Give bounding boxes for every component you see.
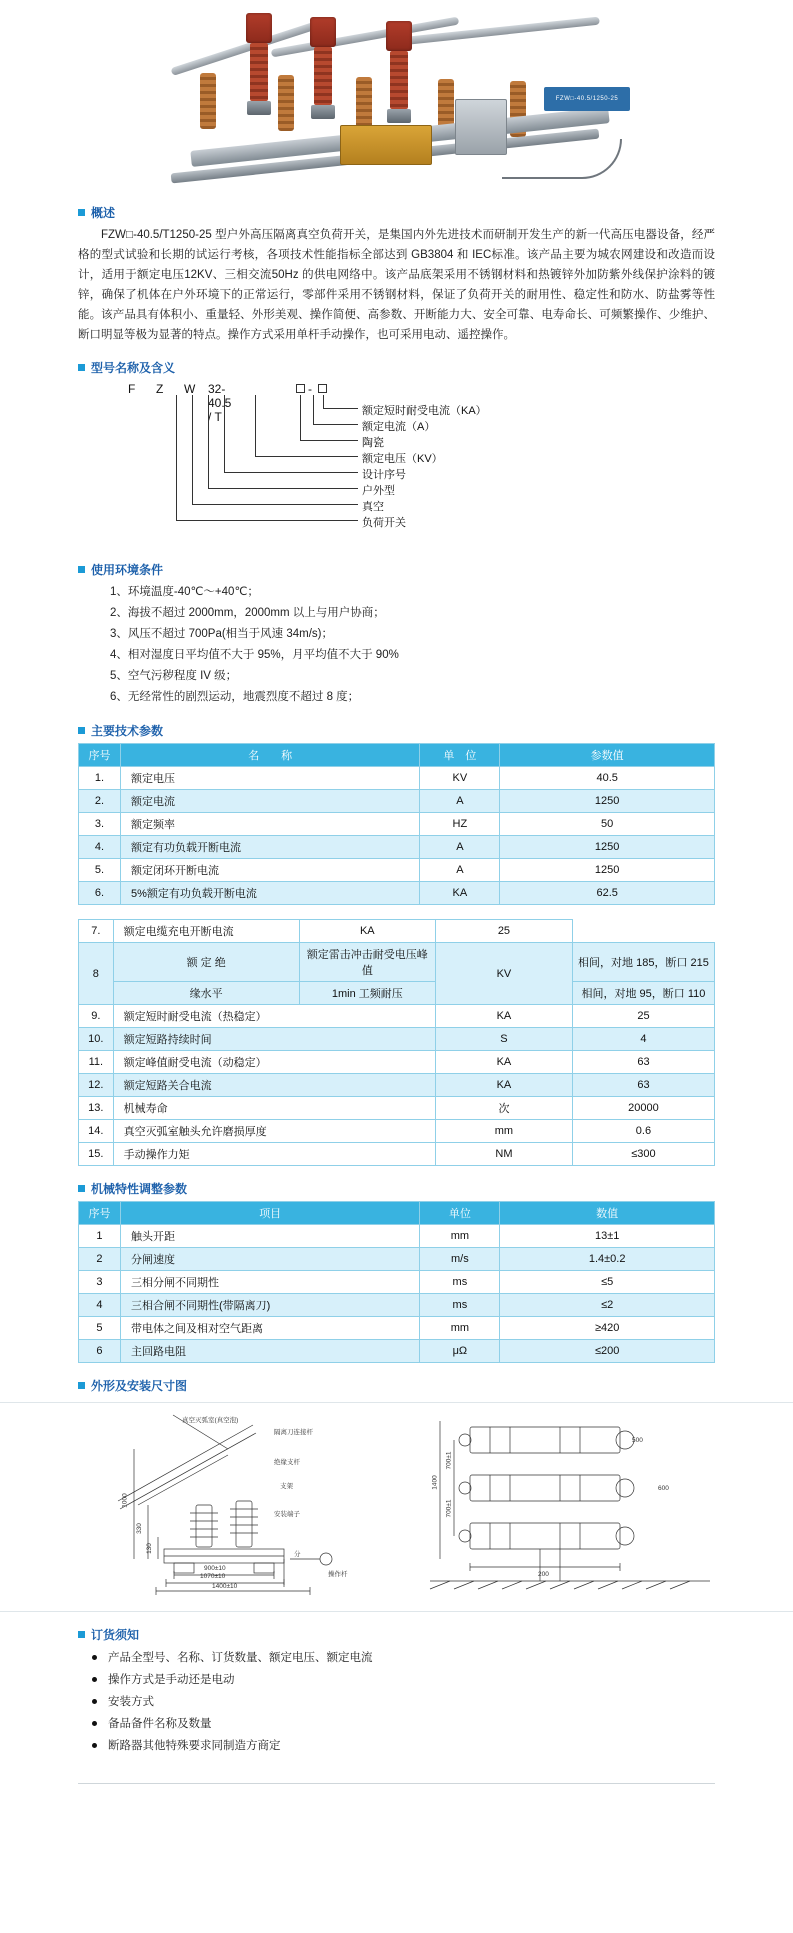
cell-value: 1250: [500, 836, 715, 859]
model-title: 型号名称及含义: [91, 361, 176, 375]
list-item: 产品全型号、名称、订货数量、额定电压、额定电流: [90, 1647, 715, 1669]
control-cabinet: [455, 99, 507, 155]
model-placeholder-box-1: [296, 384, 305, 393]
cell-name-main: 额 定 绝: [113, 943, 299, 982]
table-row: [79, 1074, 715, 1097]
model-letter-f: F: [128, 382, 136, 396]
nameplate-label: FZW□-40.5/1250-25: [544, 87, 630, 111]
cell-unit: KA: [420, 882, 500, 905]
cell-name: 额定短路持续时间: [113, 1028, 435, 1051]
table-row: [79, 790, 715, 813]
cell-value: 63: [572, 1074, 714, 1097]
table-row: [79, 1294, 715, 1317]
cell-unit: mm: [420, 1317, 500, 1340]
section-heading-mech: [78, 1180, 793, 1197]
table-row: [79, 1005, 715, 1028]
cell-unit: μΩ: [420, 1340, 500, 1363]
section-heading-order: [78, 1626, 793, 1643]
table-row: [79, 1317, 715, 1340]
drawing-note: 安装端子: [274, 1511, 300, 1518]
table-row: [79, 1051, 715, 1074]
column-header-unit: 单 位: [420, 744, 500, 767]
model-placeholder-box-2: [318, 384, 327, 393]
drawing-note: 分: [294, 1551, 301, 1558]
porcelain-insulator: [310, 17, 336, 119]
cell-name: 5%额定有功负载开断电流: [120, 882, 419, 905]
cell-value: ≤200: [500, 1340, 715, 1363]
cell-unit: m/s: [420, 1248, 500, 1271]
table-row: [79, 1120, 715, 1143]
cell-item: 带电体之间及相对空气距离: [120, 1317, 419, 1340]
bullet-square-icon: [78, 364, 85, 371]
env-title: 使用环境条件: [91, 563, 164, 577]
model-leader-label: 负荷开关: [362, 517, 406, 529]
list-item: 1、环境温度-40℃～+40℃；: [110, 586, 259, 598]
model-leader-label: 设计序号: [362, 469, 406, 481]
cell-no: 12.: [79, 1074, 114, 1097]
drawing-dimension: 900±10: [204, 1565, 226, 1572]
cell-item: 三相合闸不同期性(带隔离刀): [120, 1294, 419, 1317]
cell-sub-name: 额定雷击冲击耐受电压峰值: [299, 943, 435, 982]
footer-divider: [78, 1783, 715, 1784]
cell-value: 1250: [500, 859, 715, 882]
table-row: [79, 920, 715, 943]
outline-title: 外形及安装尺寸图: [91, 1379, 188, 1393]
main-parameters-table-1: [78, 743, 715, 905]
list-item: 操作方式是手动还是电动: [90, 1669, 715, 1691]
cell-value: 1.4±0.2: [500, 1248, 715, 1271]
cell-no: 1: [79, 1225, 121, 1248]
cell-value: 40.5: [500, 767, 715, 790]
overview-title: 概述: [91, 206, 116, 220]
cell-name: 额定电缆充电开断电流: [113, 920, 299, 943]
main-parameters-table-2: [78, 919, 715, 1166]
bullet-square-icon: [78, 727, 85, 734]
bullet-square-icon: [78, 209, 85, 216]
cell-unit: ms: [420, 1294, 500, 1317]
model-dash: -: [308, 382, 312, 396]
drawing-dimension: 1400: [431, 1475, 439, 1490]
list-item: 6、无经常性的剧烈运动，地震烈度不超过 8 度；: [110, 691, 360, 703]
list-item: 4、相对湿度日平均值不大于 95%，月平均值不大于 90%: [110, 649, 399, 661]
cell-name: 额定闭环开断电流: [120, 859, 419, 882]
model-leader-label: 陶瓷: [362, 437, 384, 449]
cell-no: 9.: [79, 1005, 114, 1028]
cell-unit: KV: [420, 767, 500, 790]
cell-value: ≤300: [572, 1143, 714, 1166]
column-header-item: 项目: [120, 1202, 419, 1225]
dimension-drawing-front-view: [410, 1409, 720, 1605]
section-heading-env: [78, 561, 793, 578]
table-row: [79, 1340, 715, 1363]
cell-value: 1250: [500, 790, 715, 813]
cell-unit: ms: [420, 1271, 500, 1294]
model-leader-label: 额定电压（KV）: [362, 453, 443, 465]
cell-item: 触头开距: [120, 1225, 419, 1248]
drawing-dimension: 500: [632, 1437, 643, 1444]
cell-unit: KA: [299, 920, 435, 943]
cell-no: 2.: [79, 790, 121, 813]
drawing-dimension: 130: [145, 1543, 153, 1554]
cell-name: 额定峰值耐受电流（动稳定）: [113, 1051, 435, 1074]
cell-name: 额定电压: [120, 767, 419, 790]
table-row: [79, 882, 715, 905]
model-leader-label: 户外型: [362, 485, 395, 497]
cell-no: 14.: [79, 1120, 114, 1143]
cell-no: 13.: [79, 1097, 114, 1120]
section-heading-overview: [78, 204, 793, 221]
table-row: [79, 1225, 715, 1248]
bullet-square-icon: [78, 1185, 85, 1192]
cell-no: 15.: [79, 1143, 114, 1166]
cell-unit: S: [435, 1028, 572, 1051]
column-header-value: 参数值: [500, 744, 715, 767]
cell-no: 4: [79, 1294, 121, 1317]
cell-value: 63: [572, 1051, 714, 1074]
cell-name: 手动操作力矩: [113, 1143, 435, 1166]
cell-unit: KA: [435, 1005, 572, 1028]
cell-value: ≥420: [500, 1317, 715, 1340]
control-cable: [502, 139, 622, 179]
model-leader-label: 真空: [362, 501, 384, 513]
drawing-dimension: 1000: [121, 1493, 129, 1508]
drawing-dimension: 1070±10: [200, 1573, 226, 1580]
cell-no: 2: [79, 1248, 121, 1271]
bullet-square-icon: [78, 1382, 85, 1389]
drawing-note: 真空灭弧室(真空泡): [182, 1417, 239, 1424]
cell-value: 相间，对地 185，断口 215: [572, 943, 714, 982]
cell-unit: A: [420, 836, 500, 859]
section-heading-outline: [78, 1377, 793, 1394]
cell-value: 62.5: [500, 882, 715, 905]
drawing-dimension: 1400±10: [212, 1583, 238, 1590]
cell-value: 25: [572, 1005, 714, 1028]
drawing-dimension: 330: [135, 1523, 143, 1534]
cell-unit: 次: [435, 1097, 572, 1120]
switch-body-box: [340, 125, 432, 165]
cell-name: 额定电流: [120, 790, 419, 813]
overview-paragraph: FZW□-40.5/T1250-25 型户外高压隔离真空负荷开关，是集国内外先进技术而研制开发生产的新一代高压电器设备，经严格的型式试验和长期的试运行考核，各项技术性能指标全部达到 GB3804 和 IEC标准。该产品主要为城农网建设和改造而设计，适用于额定电压12KV、三相交流50Hz 的供电网络中。该产品底架采用不锈钢材料和热镀锌外加防紫外线保护涂料的镀锌，确保了机体在户外环境下的正常运行，零部件采用不锈钢材料，保证了负荷开关的耐用性、稳定性和防水、防盐雾等性能。该产品具有体积小、重量轻、外形美观、操作简便、高参数、开断能力大、安全可靠、电寿命长、可频繁操作、少维护、断口明显等极为显著的特点。操作方式采用单杆手动操作，也可采用电动、遥控操作。: [78, 229, 715, 341]
cell-unit: mm: [435, 1120, 572, 1143]
mechanical-parameters-table: [78, 1201, 715, 1363]
brown-insulator: [200, 73, 216, 129]
cell-unit: KA: [435, 1074, 572, 1097]
cell-value: ≤2: [500, 1294, 715, 1317]
table-row: [79, 1271, 715, 1294]
cell-name: 真空灭弧室触头允许磨损厚度: [113, 1120, 435, 1143]
drawing-dimension: 200: [538, 1571, 549, 1578]
list-item: 断路器其他特殊要求同制造方商定: [90, 1735, 715, 1757]
list-item: 安装方式: [90, 1691, 715, 1713]
table-row: [79, 943, 715, 982]
cell-unit: KV: [435, 943, 572, 1005]
drawing-note: 支架: [280, 1483, 293, 1490]
list-item: 备品备件名称及数量: [90, 1713, 715, 1735]
porcelain-insulator: [246, 13, 272, 115]
model-leader-label: 额定短时耐受电流（KA）: [362, 405, 487, 417]
cell-no: 11.: [79, 1051, 114, 1074]
cell-no: 3: [79, 1271, 121, 1294]
model-code-diagram: [0, 382, 793, 547]
cell-unit: HZ: [420, 813, 500, 836]
cell-value: 0.6: [572, 1120, 714, 1143]
product-photo: [0, 0, 793, 190]
drawing-dimension: 700±1: [445, 1451, 453, 1470]
column-header-value: 数值: [500, 1202, 715, 1225]
table-row: [79, 982, 715, 1005]
cell-name: 机械寿命: [113, 1097, 435, 1120]
cell-no: 6: [79, 1340, 121, 1363]
cell-no: 7.: [79, 920, 114, 943]
cell-item: 主回路电阻: [120, 1340, 419, 1363]
model-number: 32-40.5 / T: [208, 382, 232, 424]
drawing-dimension: 600: [658, 1485, 669, 1492]
table-row: [79, 1248, 715, 1271]
cell-name: 额定有功负载开断电流: [120, 836, 419, 859]
cell-no: 5: [79, 1317, 121, 1340]
cell-value: 50: [500, 813, 715, 836]
model-letter-z: Z: [156, 382, 164, 396]
cell-item: 分闸速度: [120, 1248, 419, 1271]
table-row: [79, 859, 715, 882]
drawing-note: 隔离刀连接杆: [274, 1429, 313, 1436]
drawing-note: 操作杆: [328, 1571, 348, 1578]
cell-value: 13±1: [500, 1225, 715, 1248]
table-row: [79, 813, 715, 836]
table-row: [79, 836, 715, 859]
cell-no: 5.: [79, 859, 121, 882]
dimension-drawing-side-view: [78, 1409, 398, 1605]
cell-name-main2: 缘水平: [113, 982, 299, 1005]
env-condition-list: [110, 582, 715, 708]
dimension-drawing: [0, 1402, 793, 1612]
cell-no: 10.: [79, 1028, 114, 1051]
list-item: 3、风压不超过 700Pa(相当于风速 34m/s)；: [110, 628, 334, 640]
cell-no: 3.: [79, 813, 121, 836]
order-notice-list: [90, 1647, 715, 1757]
table-row: [79, 1143, 715, 1166]
cell-name: 额定频率: [120, 813, 419, 836]
column-header-name: 名 称: [120, 744, 419, 767]
cell-value: 4: [572, 1028, 714, 1051]
section-heading-model: [78, 359, 793, 376]
cell-no: 1.: [79, 767, 121, 790]
cell-unit: A: [420, 859, 500, 882]
porcelain-insulator: [386, 21, 412, 123]
order-title: 订货须知: [91, 1628, 140, 1642]
table-row: [79, 1028, 715, 1051]
brown-insulator: [278, 75, 294, 131]
cell-name: 额定短路关合电流: [113, 1074, 435, 1097]
front-view-svg: [410, 1409, 720, 1605]
cell-no: 8: [79, 943, 114, 1005]
cell-item: 三相分闸不同期性: [120, 1271, 419, 1294]
table-row: [79, 767, 715, 790]
cell-unit: KA: [435, 1051, 572, 1074]
column-header-unit: 单位: [420, 1202, 500, 1225]
cell-unit: NM: [435, 1143, 572, 1166]
cell-no: 4.: [79, 836, 121, 859]
section-heading-main-tech: [78, 722, 793, 739]
cell-sub-name: 1min 工频耐压: [299, 982, 435, 1005]
cell-unit: A: [420, 790, 500, 813]
cell-value: 相间，对地 95，断口 110: [572, 982, 714, 1005]
cell-value: 20000: [572, 1097, 714, 1120]
leader-line: [176, 395, 358, 521]
table-header-row: [79, 1202, 715, 1225]
cell-no: 6.: [79, 882, 121, 905]
cell-value: 25: [435, 920, 572, 943]
cell-value: ≤5: [500, 1271, 715, 1294]
bullet-square-icon: [78, 566, 85, 573]
column-header-no: 序号: [79, 744, 121, 767]
table-header-row: [79, 744, 715, 767]
cell-unit: mm: [420, 1225, 500, 1248]
model-leader-label: 额定电流（A）: [362, 421, 436, 433]
list-item: 5、空气污秽程度 IV 级；: [110, 670, 238, 682]
main-tech-title: 主要技术参数: [91, 724, 164, 738]
column-header-no: 序号: [79, 1202, 121, 1225]
table-row: [79, 1097, 715, 1120]
mech-title: 机械特性调整参数: [91, 1182, 188, 1196]
bullet-square-icon: [78, 1631, 85, 1638]
cell-name: 额定短时耐受电流（热稳定）: [113, 1005, 435, 1028]
drawing-note: 绝缘支杆: [274, 1459, 300, 1466]
model-letter-w: W: [184, 382, 196, 396]
product-photo-illustration: [150, 5, 670, 185]
list-item: 2、海拔不超过 2000mm，2000mm 以上与用户协商；: [110, 607, 385, 619]
drawing-dimension: 700±1: [445, 1499, 453, 1518]
